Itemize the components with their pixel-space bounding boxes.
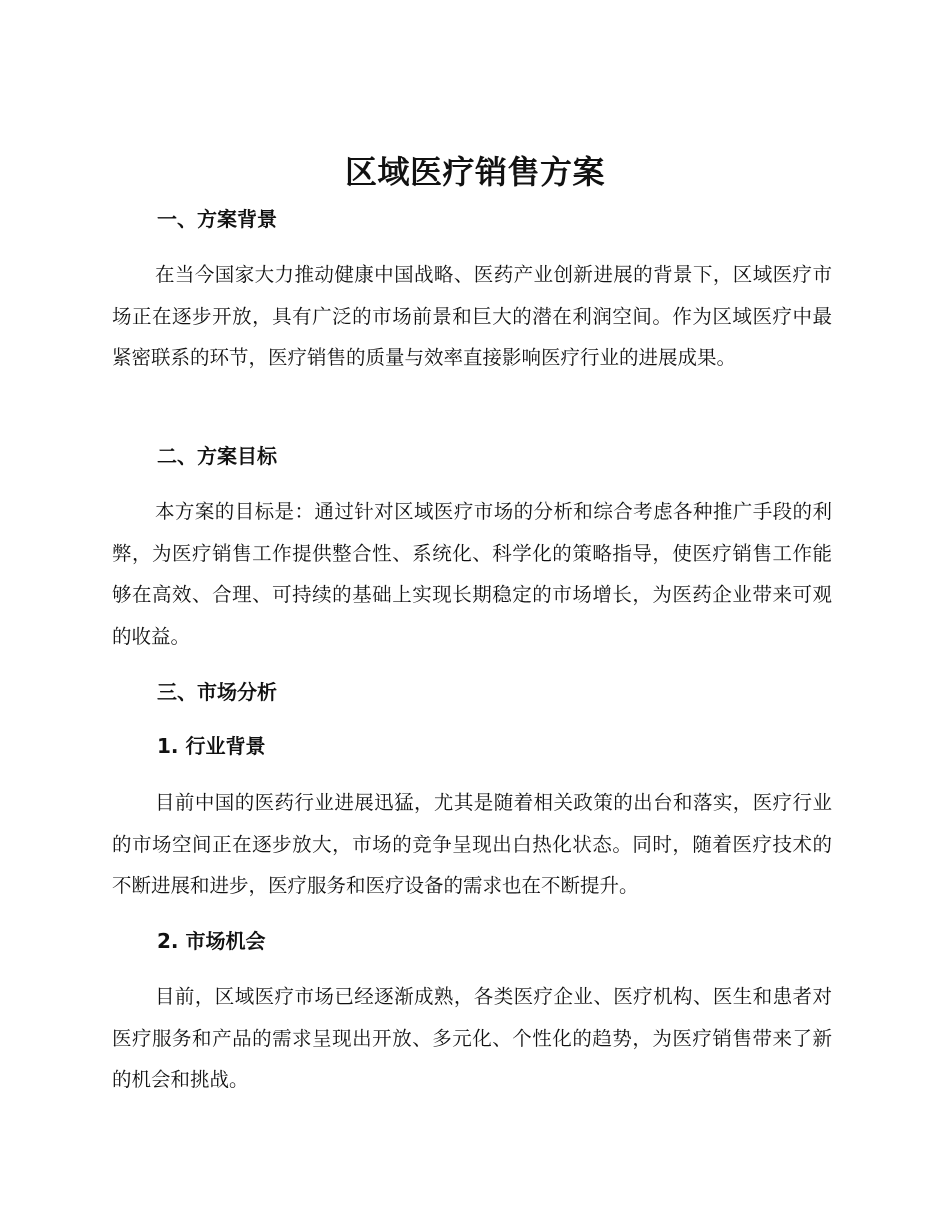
section-paragraph-background: 在当今国家大力推动健康中国战略、医药产业创新进展的背景下，区域医疗市场正在逐步开放，具有广泛的市场前景和巨大的潜在利润空间。作为区域医疗中最紧密联系的环节，医疗销售的质量与效率直接影响医疗行业的进展成果。	[112, 263, 832, 369]
section-heading-goals: 二、方案目标	[157, 444, 277, 468]
subsection-heading-market-opportunity: 2. 市场机会	[157, 929, 266, 953]
section-heading-background: 一、方案背景	[157, 207, 277, 231]
section-heading-market-analysis: 三、市场分析	[157, 680, 277, 704]
subsection-paragraph-industry-background: 目前中国的医药行业进展迅猛，尤其是随着相关政策的出台和落实，医疗行业的市场空间正在逐步放大，市场的竞争呈现出白热化状态。同时，随着医疗技术的不断进展和进步，医疗服务和医疗设备的需求也在不断提升。	[112, 791, 832, 897]
subsection-heading-industry-background: 1. 行业背景	[157, 734, 266, 758]
subsection-paragraph-market-opportunity: 目前，区域医疗市场已经逐渐成熟，各类医疗企业、医疗机构、医生和患者对医疗服务和产品的需求呈现出开放、多元化、个性化的趋势，为医疗销售带来了新的机会和挑战。	[112, 985, 832, 1091]
section-paragraph-goals: 本方案的目标是：通过针对区域医疗市场的分析和综合考虑各种推广手段的利弊，为医疗销售工作提供整合性、系统化、科学化的策略指导，使医疗销售工作能够在高效、合理、可持续的基础上实现长期稳定的市场增长，为医药企业带来可观的收益。	[112, 500, 832, 648]
document-title: 区域医疗销售方案	[344, 153, 605, 191]
